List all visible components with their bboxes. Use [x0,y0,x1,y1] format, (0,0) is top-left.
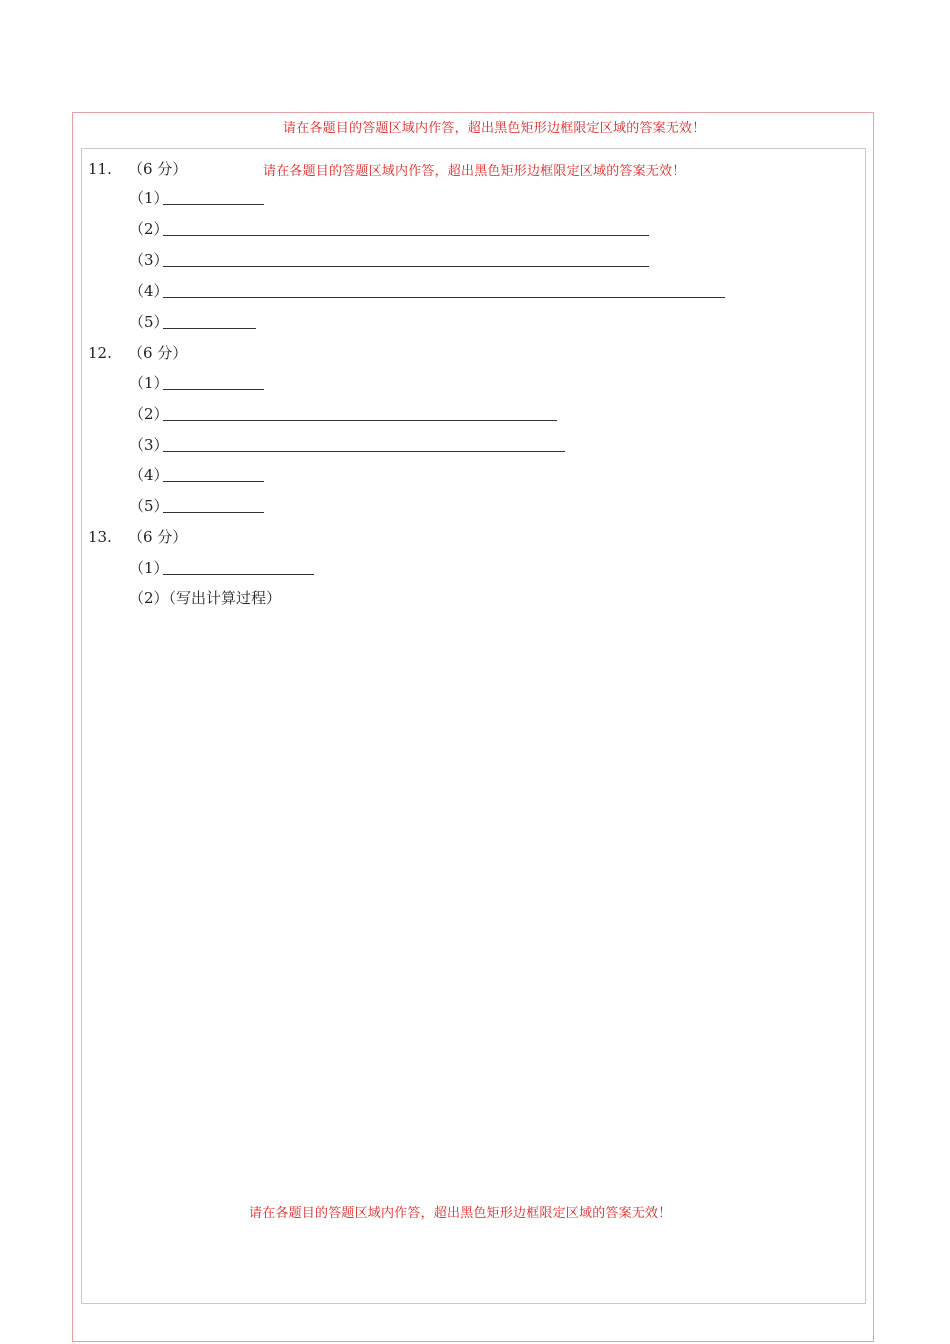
item-label: （4） [129,466,169,484]
item-label: （3） [129,251,169,269]
item-label: （5） [129,313,169,331]
q12-item-2 [129,403,557,425]
q13-item-2-process: （2）（写出计算过程） [129,589,282,607]
warning-text-top: 请在各题目的答题区域内作答，超出黑色矩形边框限定区域的答案无效！ [283,121,706,136]
item-label: （1） [129,374,169,392]
question-number: 13. [88,528,112,546]
answer-blank[interactable] [163,219,649,236]
q11-item-1 [129,187,264,209]
answer-blank[interactable] [163,373,264,390]
warning-text-q11: 请在各题目的答题区域内作答，超出黑色矩形边框限定区域的答案无效！ [263,164,686,179]
item-label: （1） [129,189,169,207]
item-label: （3） [129,436,169,454]
answer-blank[interactable] [163,312,256,329]
answer-blank[interactable] [163,281,725,298]
q11-item-3 [129,249,649,271]
warning-text-bottom: 请在各题目的答题区域内作答，超出黑色矩形边框限定区域的答案无效！ [249,1206,672,1221]
q11-item-4 [129,280,725,302]
answer-blank[interactable] [163,250,649,267]
q12-item-4 [129,464,264,486]
q12-item-1 [129,372,264,394]
question-score: （6 分） [128,160,188,178]
item-label: （2） [129,220,169,238]
q12-item-5 [129,495,264,517]
item-label: （1） [129,559,169,577]
question-score: （6 分） [128,528,188,546]
question-score: （6 分） [128,344,188,362]
item-label: （2） [129,405,169,423]
answer-blank[interactable] [163,435,565,452]
q13-item-1 [129,557,314,579]
answer-blank[interactable] [163,465,264,482]
question-number: 12. [88,344,112,362]
item-label: （4） [129,282,169,300]
q11-item-5 [129,311,256,333]
question-11-header [88,158,187,179]
answer-blank[interactable] [163,404,557,421]
question-12-header [88,342,187,363]
question-13-header [88,526,187,547]
q12-item-3 [129,434,565,456]
item-label: （5） [129,497,169,515]
q11-item-2 [129,218,649,240]
answer-blank[interactable] [163,558,314,575]
answer-blank[interactable] [163,496,264,513]
answer-blank[interactable] [163,188,264,205]
question-number: 11. [88,160,112,178]
